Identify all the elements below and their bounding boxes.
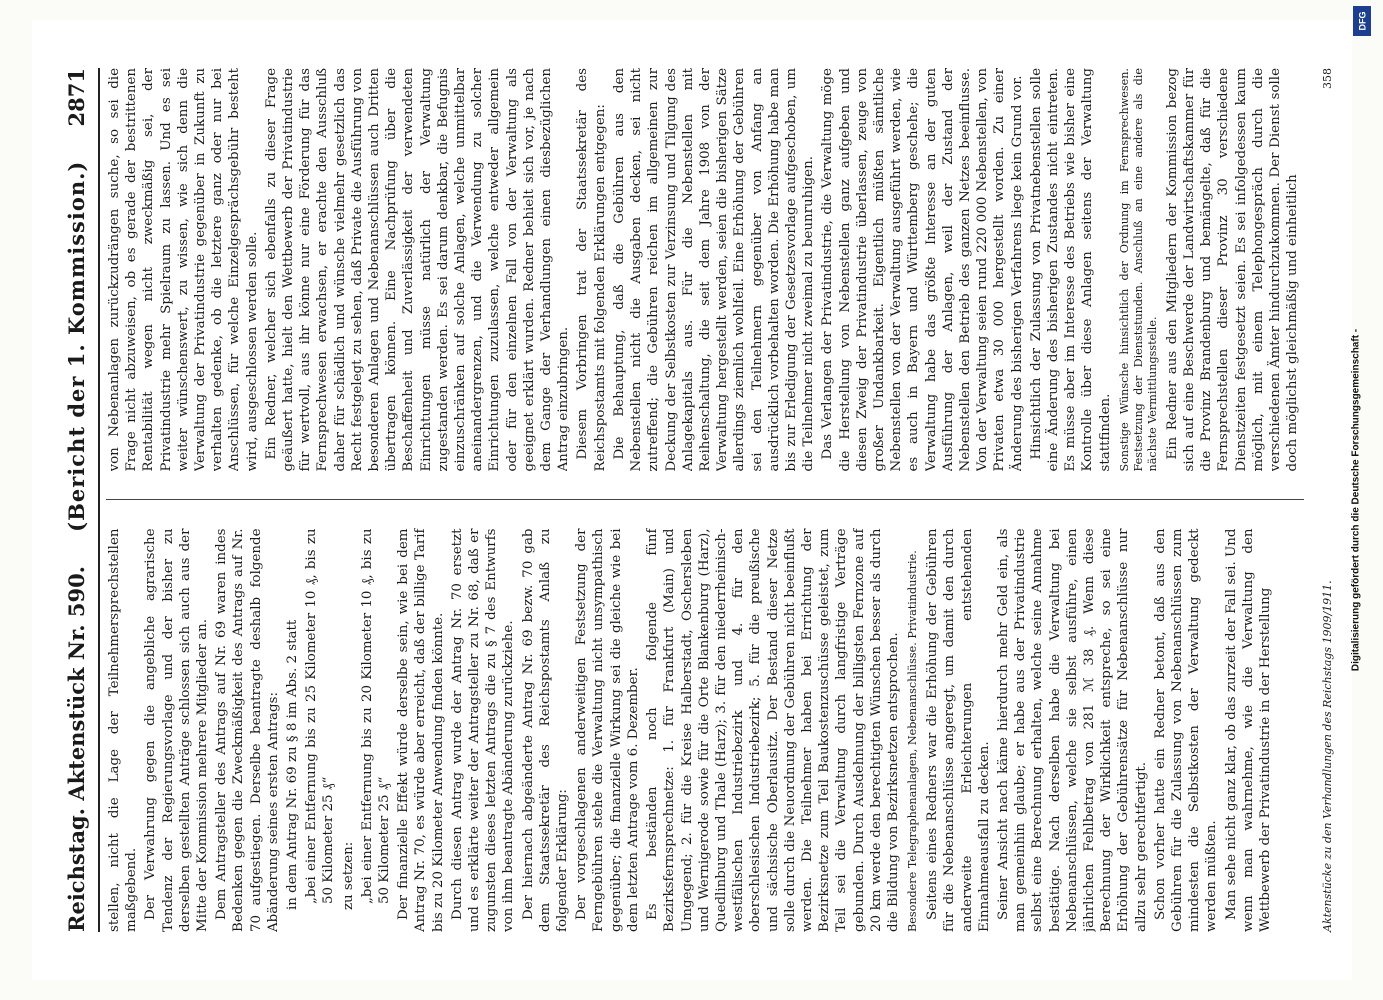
header-left: Reichstag. Aktenstück Nr. 590. — [63, 566, 88, 932]
paragraph: Man sehe nicht ganz klar, ob das zurzeit der Fall sei. Und wenn man wahrnehme, wie die Verwaltung den Wettbewerb der Privatindustrie in der Herstellung — [1223, 528, 1273, 932]
right-column — [106, 68, 1304, 472]
left-column — [106, 529, 1304, 933]
paragraph: Der hiernach abgeänderte Antrag Nr. 69 bezw. 70 gab dem Staatssekretär des Reichspostamts Anlaß zu folgender Erklärung: — [520, 528, 570, 932]
credit-text: Digitalisierung gefördert durch die Deutsche Forschungsgemeinschaft - — [1350, 328, 1362, 672]
digitization-credit — [1347, 40, 1365, 960]
quote: „bei einer Entfernung bis zu 25 Kilometer 10 ₰, bis zu 50 Kilometer 25 ₰“ — [303, 528, 336, 904]
paragraph: Durch diesen Antrag wurde der Antrag Nr. 70 ersetzt und es erklärte weiter der Antragsteller zu Nr. 68, daß er zugunsten dieses letzten Antrags die zu § 7 des Entwurfs von ihm beantragte Abänderung zurückziehe. — [449, 528, 516, 932]
paragraph: Seiner Ansicht nach käme hierdurch mehr Geld ein, als man gemeinhin glaube; er habe aus der Privatindustrie selbst eine Berechnung erhalten, welche seine Annahme bestätige. Nach derselben habe die Verwaltung bei Nebenanschlüssen, welche sie selbst ausführe, einen jährlichen Fehlbetrag von 281 ℳ 38 ₰. Wenn diese Berechnung der Wirklichkeit entspreche, so sei eine Erhöhung der Gebührensätze für Nebenanschlüsse nur allzu sehr gerechtfertigt. — [995, 528, 1149, 932]
paragraph: zu setzen: — [340, 841, 356, 910]
paragraph: Das Verlangen der Privatindustrie, die Verwaltung möge die Herstellung von Nebenstellen ganz aufgeben und diesen Zweig der Privatindustrie überlassen, zeuge von großer Undankbarkeit. Eigentlich müßten sämtliche Nebenstellen von der Verwaltung ausgeführt werden, wie es auch in Bayern und Württemberg geschehe; die Verwaltung habe das größte Interesse an der guten Ausführung der Anlagen, weil der Zustand der Nebenstellen den Betrieb des ganzen Netzes beeinflusse. Von der Verwaltung seien rund 220 000 Nebenstellen, von Privaten etwa 30 000 hergestellt worden. Zu einer Änderung des bisherigen Verfahrens liege kein Grund vor. — [819, 68, 1025, 472]
paragraph: von Nebenanlagen zurückzudrängen suche, so sei die Frage nicht abzuweisen, ob es gerade der bestrittenen Rentabilität wegen nicht zweckmäßig sei, der Privatindustrie mehr Spielraum zu lassen. Und es sei weiter wünschenswert, zu wissen, wie sich denn die Verwaltung der Privatindustrie gegenüber in Zukunft zu verhalten gedenke, ob die letztere ganz oder nur bei Anschlüssen, für welche Einzelgesprächsgebühr besteht wird, ausgeschlossen werden solle. — [106, 68, 260, 472]
section-heading: Besondere Telegraphenanlagen, Nebenanschlüsse. Privatindustrie. — [905, 550, 919, 932]
paragraph: Der finanzielle Effekt würde derselbe sein, wie bei dem Antrag Nr. 70, es würde aber erreicht, daß der billige Tarif bis zu 20 Kilometer Anwendung finden könnte. — [395, 528, 446, 932]
paragraph: Der Verwahrung gegen die angebliche agrarische Tendenz der Regierungsvorlage und der bisher zu derselben gestellten Anträge schlossen sich auch aus der Mitte der Kommission mehrere Mitglieder an. — [142, 528, 210, 932]
footer-note: Aktenstücke zu den Verhandlungen des Reichstags 1909/1911. — [1320, 580, 1334, 932]
page-header — [54, 68, 100, 932]
header-center: (Bericht der 1. Kommission.) — [63, 160, 88, 532]
paragraph: Dem Antragsteller des Antrags auf Nr. 69 waren indes Bedenken gegen die Zweckmäßigkeit des Antrags auf Nr. 70 aufgestiegen. Derselbe beantragte deshalb folgende Abänderung seines ersten Antrags: — [213, 528, 281, 932]
text-columns — [106, 68, 1304, 932]
paragraph: Seitens eines Redners war die Erhöhung der Gebühren für die Nebenanschlüsse angeregt, um damit den durch anderweite Erleichterungen entstehenden Einnahmeausfall zu decken. — [924, 528, 992, 932]
paragraph: Die Behauptung, daß die Gebühren aus den Nebenstellen nicht die Ausgaben decken, sei nicht zutreffend; die Gebühren reichen im allgemeinen zur Deckung der Selbstkosten zur Verzinsung und Tilgung des Anlagekapitals aus. Für die Nebenstellen mit Reihenschaltung, die seit dem Jahre 1908 von der Verwaltung hergestellt werden, seien die bisherigen Sätze allerdings ziemlich wohlfeil. Eine Erhöhung der Gebühren sei den Teilnehmern gegenüber von Anfang an ausdrücklich vorbehalten worden. Die Erhöhung habe man bis zur Erledigung der Gesetzesvorlage aufgeschoben, um die Teilnehmer nicht zweimal zu beunruhigen. — [611, 68, 816, 472]
paragraph: Schon vorher hatte ein Redner betont, daß aus den Gebühren für die Zulassung von Nebenanschlüssen zum mindesten die Selbstkosten der Verwaltung gedeckt werden müßten. — [1152, 528, 1219, 932]
column-divider — [106, 500, 1304, 501]
paragraph: Der vorgeschlagenen anderweitigen Festsetzung der Ferngebühren stehe die Verwaltung nicht unsympathisch gegenüber; die finanzielle Wirkung sei die gleiche wie bei dem letzten Antrage vom 6. Dezember. — [573, 528, 641, 932]
paragraph: Diesem Vorbringen trat der Staatssekretär des Reichspostamts mit folgenden Erklärungen entgegen: — [574, 68, 608, 472]
paragraph: Ein Redner aus den Mitgliedern der Kommission bezog sich auf eine Beschwerde der Landwirtschaftskammer für die Provinz Brandenburg und bemängelte, daß für die Fernsprechstellen dieser Provinz 30 verschiedene Dienstzeiten festgesetzt seien. Es sei infolgedessen kaum möglich, mit einem Telephongespräch durch die verschiedenen Ämter hindurchzukommen. Der Dienst solle doch möglichst gleichmäßig und einheitlich — [1164, 68, 1300, 472]
section-heading: Sonstige Wünsche hinsichtlich der Ordnung im Fernsprechwesen. Festsetzung der Dienststunden. Anschluß an eine andere als die nächste Vermittlungsstelle. — [1117, 68, 1159, 472]
page-number: 2871 — [63, 68, 88, 127]
document-page — [32, 20, 1352, 980]
paragraph: Es beständen noch folgende fünf Bezirksfernsprechnetze: 1. für Frankfurt (Main) und Umgegend; 2. für die Kreise Halberstadt, Oschersleben und Wernigerode sowie für die Orte Blankenburg (Harz), Quedlinburg und Thale (Harz); 3. für den niederrheinisch-westfälischen Industriebezirk und 4. für den oberschlesischen Industriebezirk; 5. für die preußische und sächsische Oberlausitz. Der Bestand dieser Netze solle durch die Neuordnung der Gebühren nicht beeinflußt werden. Die Teilnehmer haben bei Errichtung der Bezirksnetze zum Teil Baukostenzuschüsse geleistet, zum Teil sei die Verwaltung durch langfristige Verträge gebunden. Durch Ausdehnung der billigsten Fernzone auf 20 km werde den berechtigten Wünschen besser als durch die Bildung von Bezirksnetzen entsprochen. — [644, 528, 901, 932]
quote: „bei einer Entfernung bis zu 20 Kilometer 10 ₰, bis zu 50 Kilometer 25 ₰“ — [359, 528, 392, 904]
paragraph: stellen, nicht die Lage der Teilnehmersprechstellen maßgebend. — [106, 528, 139, 932]
dfg-logo: DFG — [1353, 6, 1371, 36]
paragraph: Hinsichtlich der Zulassung von Privatnebenstellen solle eine Änderung des bisherigen Zustandes nicht eintreten. Es müsse aber im Interesse des Betriebs wie bisher eine Kontrolle über diese Anlagen seitens der Verwaltung stattfinden. — [1028, 68, 1113, 472]
footer-sheet-number: 358 — [1320, 68, 1334, 89]
paragraph: in dem Antrag Nr. 69 zu § 8 im Abs. 2 statt — [284, 619, 300, 910]
paragraph: Ein Redner, welcher sich ebenfalls zu dieser Frage geäußert hatte, hielt den Wettbewerb der Privatindustrie für wertvoll, aus ihr könne nur eine Förderung für das Fernsprechwesen erwachsen, er erachte den Ausschluß daher für schädlich und wünsche vielmehr gesetzlich das Recht festgelegt zu sehen, daß Private die Ausführung von besonderen Anlagen und Nebenanschlüssen auch Dritten übertragen können. Eine Nachprüfung über die Beschaffenheit und Zuverlässigkeit der verwendeten Einrichtungen müsse natürlich der Verwaltung zugestanden werden. Es sei darum denkbar, die Befugnis einzuschränken auf solche Anlagen, welche unmittelbar aneinandergrenzen, und die Verwendung zu solcher Einrichtungen zuzulassen, welche entweder allgemein oder für den einzelnen Fall von der Verwaltung als geeignet erklärt wurden. Redner behielt sich vor, je nach dem Gange der Verhandlungen einen diesbezüglichen Antrag einzubringen. — [263, 68, 571, 472]
